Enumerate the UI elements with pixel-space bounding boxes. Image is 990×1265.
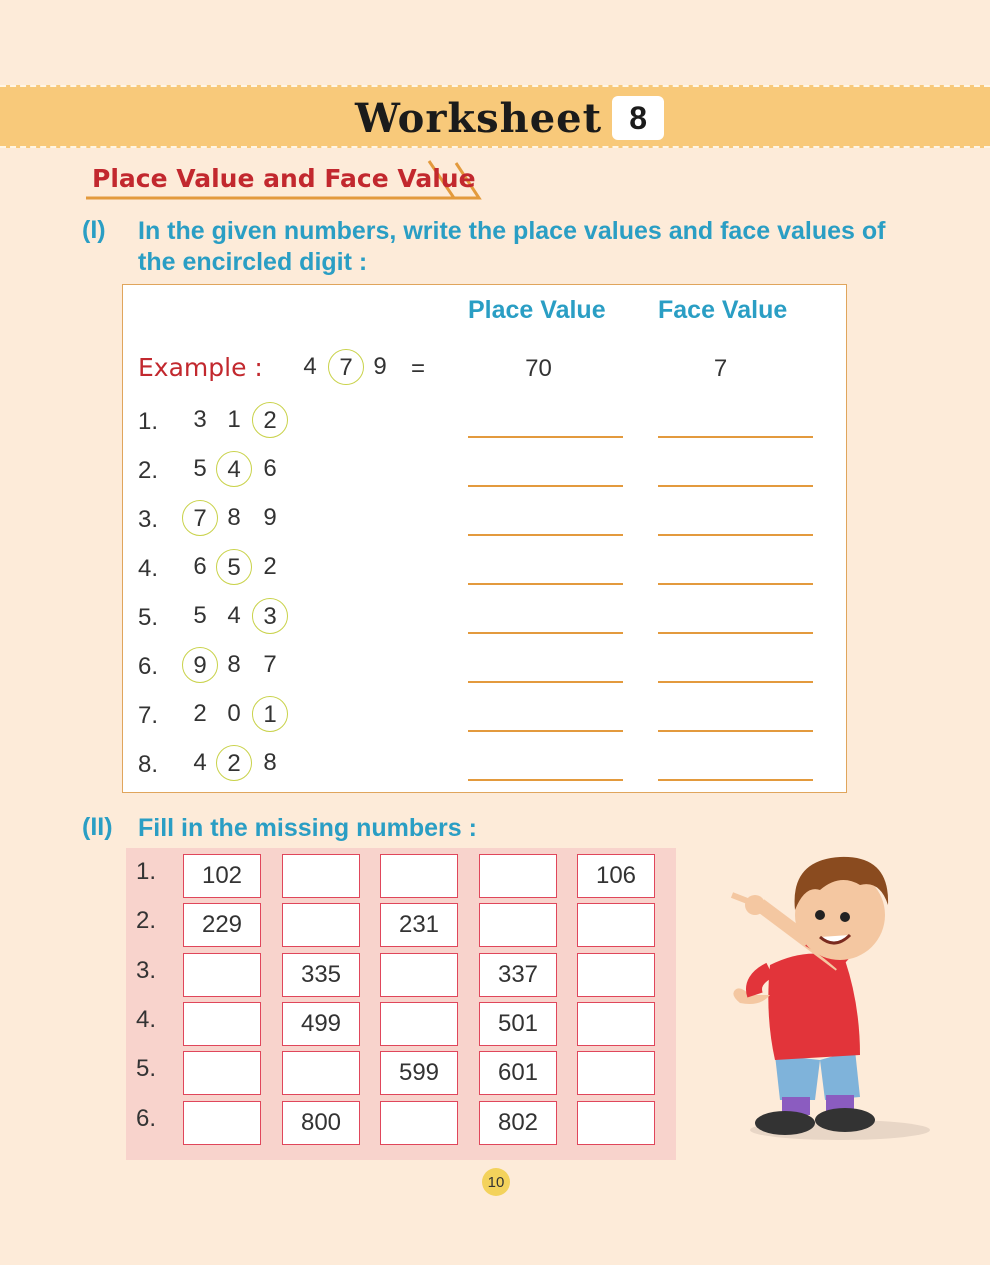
- place-value-blank[interactable]: [468, 436, 623, 438]
- encircled-digit: 4: [216, 451, 252, 487]
- face-value-blank[interactable]: [658, 632, 813, 634]
- face-value-blank[interactable]: [658, 730, 813, 732]
- missing-number-box[interactable]: [577, 953, 655, 997]
- missing-number-box[interactable]: [282, 854, 360, 898]
- example-digit: 4: [303, 353, 317, 380]
- digit: 9: [263, 504, 277, 531]
- number-row: [123, 696, 848, 736]
- row-number: 2.: [136, 907, 157, 935]
- number-box: 499: [282, 1002, 360, 1046]
- row-number: 3.: [136, 956, 157, 984]
- number-box: 800: [282, 1101, 360, 1145]
- number-row: [123, 549, 848, 589]
- number-row: [123, 745, 848, 785]
- number-row: [123, 647, 848, 687]
- boy-pointing-illustration: [720, 845, 950, 1145]
- digit: 5: [193, 455, 207, 482]
- sequence-row: [126, 1047, 676, 1091]
- place-value-blank[interactable]: [468, 485, 623, 487]
- missing-number-box[interactable]: [282, 903, 360, 947]
- digit: 8: [227, 651, 241, 678]
- equals-sign: =: [411, 355, 426, 382]
- digit: 1: [227, 406, 241, 433]
- row-number: 4.: [136, 1005, 157, 1033]
- encircled-digit: 7: [182, 500, 218, 536]
- encircled-digit: 2: [216, 745, 252, 781]
- row-number: 5.: [138, 604, 159, 631]
- digit: 2: [263, 553, 277, 580]
- missing-number-box[interactable]: [183, 1002, 261, 1046]
- place-value-blank[interactable]: [468, 534, 623, 536]
- digit: 3: [193, 406, 207, 433]
- place-value-blank[interactable]: [468, 730, 623, 732]
- number-box: 501: [479, 1002, 557, 1046]
- sequence-row: [126, 1097, 676, 1141]
- place-value-blank[interactable]: [468, 779, 623, 781]
- row-number: 2.: [138, 457, 159, 484]
- page-number: 10: [482, 1168, 510, 1196]
- face-value-blank[interactable]: [658, 583, 813, 585]
- missing-numbers-table: [126, 848, 676, 1160]
- example-digit-circled: 7: [328, 349, 364, 385]
- place-value-blank[interactable]: [468, 583, 623, 585]
- missing-number-box[interactable]: [183, 1101, 261, 1145]
- place-value-header: Place Value: [468, 296, 606, 324]
- example-label: Example :: [138, 353, 263, 382]
- row-number: 7.: [138, 702, 159, 729]
- encircled-digit: 5: [216, 549, 252, 585]
- place-face-value-table: [122, 284, 847, 793]
- missing-number-box[interactable]: [577, 1051, 655, 1095]
- sequence-row: [126, 998, 676, 1042]
- missing-number-box[interactable]: [183, 1051, 261, 1095]
- example-digit: 9: [373, 353, 387, 380]
- question-2-text: Fill in the missing numbers :: [138, 814, 477, 842]
- encircled-digit: 3: [252, 598, 288, 634]
- title-banner: [0, 85, 990, 148]
- encircled-digit: 2: [252, 402, 288, 438]
- row-number: 1.: [138, 408, 159, 435]
- face-value-blank[interactable]: [658, 436, 813, 438]
- digit: 7: [263, 651, 277, 678]
- place-value-blank[interactable]: [468, 681, 623, 683]
- face-value-blank[interactable]: [658, 485, 813, 487]
- place-value-blank[interactable]: [468, 632, 623, 634]
- question-2-number: (II): [82, 813, 113, 841]
- face-value-blank[interactable]: [658, 534, 813, 536]
- row-number: 6.: [138, 653, 159, 680]
- row-number: 1.: [136, 858, 157, 885]
- number-box: 337: [479, 953, 557, 997]
- number-row: [123, 598, 848, 638]
- row-number: 8.: [138, 751, 159, 778]
- missing-number-box[interactable]: [479, 854, 557, 898]
- digit: 2: [193, 700, 207, 727]
- worksheet-title: [355, 93, 664, 143]
- missing-number-box[interactable]: [282, 1051, 360, 1095]
- missing-number-box[interactable]: [380, 953, 458, 997]
- digit: 8: [263, 749, 277, 776]
- number-box: 802: [479, 1101, 557, 1145]
- face-value-blank[interactable]: [658, 779, 813, 781]
- encircled-digit: 1: [252, 696, 288, 732]
- example-place-value: 70: [525, 355, 552, 382]
- question-1-number: (I): [82, 216, 106, 244]
- encircled-digit: 9: [182, 647, 218, 683]
- number-box: 102: [183, 854, 261, 898]
- worksheet-number: 8: [612, 96, 664, 140]
- missing-number-box[interactable]: [380, 1002, 458, 1046]
- sequence-row: [126, 850, 676, 894]
- number-row: [123, 451, 848, 491]
- number-box: 335: [282, 953, 360, 997]
- number-box: 106: [577, 854, 655, 898]
- sequence-row: [126, 949, 676, 993]
- missing-number-box[interactable]: [183, 953, 261, 997]
- worksheet-word: Worksheet: [355, 94, 603, 142]
- face-value-header: Face Value: [658, 296, 788, 324]
- missing-number-box[interactable]: [380, 854, 458, 898]
- digit: 4: [193, 749, 207, 776]
- digit: 0: [227, 700, 241, 727]
- example-face-value: 7: [713, 355, 728, 382]
- missing-number-box[interactable]: [479, 903, 557, 947]
- number-box: 229: [183, 903, 261, 947]
- digit: 8: [227, 504, 241, 531]
- number-box: 601: [479, 1051, 557, 1095]
- missing-number-box[interactable]: [577, 903, 655, 947]
- row-number: 4.: [138, 555, 159, 582]
- missing-number-box[interactable]: [380, 1101, 458, 1145]
- number-row: [123, 500, 848, 540]
- number-box: 599: [380, 1051, 458, 1095]
- number-row: [123, 402, 848, 442]
- missing-number-box[interactable]: [577, 1101, 655, 1145]
- row-number: 3.: [138, 506, 159, 533]
- row-number: 6.: [136, 1104, 157, 1132]
- missing-number-box[interactable]: [577, 1002, 655, 1046]
- sequence-row: [126, 899, 676, 943]
- digit: 4: [227, 602, 241, 629]
- face-value-blank[interactable]: [658, 681, 813, 683]
- digit: 6: [263, 455, 277, 482]
- digit: 5: [193, 602, 207, 629]
- section-heading: [84, 158, 498, 202]
- digit: 6: [193, 553, 207, 580]
- section-title: Place Value and Face Value: [92, 164, 476, 193]
- number-box: 231: [380, 903, 458, 947]
- example-row: [123, 349, 848, 389]
- question-1-text: In the given numbers, write the place values and face values of the encircled digit :: [138, 217, 886, 276]
- row-number: 5.: [136, 1055, 157, 1083]
